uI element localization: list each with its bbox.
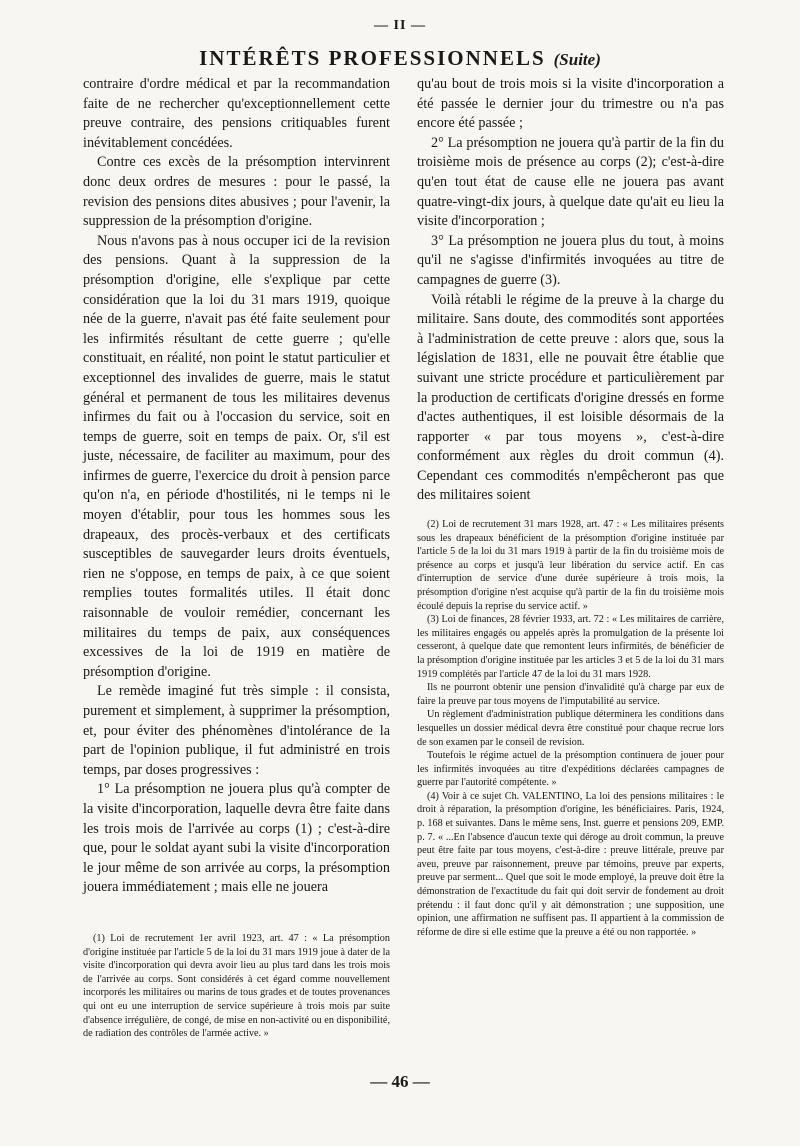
footnote-3-continued-b: Un règlement d'administration publique déterminera les conditions dans lesquelles un dossier médical devra être constitué pour chaque recrue lors de son examen par le conseil de revision.: [417, 709, 724, 748]
right-column: [417, 75, 724, 506]
footnotes-left: [83, 932, 390, 1041]
section-title-suite: (Suite): [553, 50, 601, 69]
footnote-3-continued-a: Ils ne pourront obtenir une pension d'invalidité qu'à charge par eux de faire la preuve par tous moyens de l'imputabilité au service.: [417, 682, 724, 707]
right-paragraph-3: 3° La présomption ne jouera plus du tout, à moins qu'il ne s'agisse d'infirmités invoquées au titre de campagnes de guerre (3).: [417, 232, 724, 288]
footnote-3-continued-c: Toutefois le régime actuel de la présomption continuera de jouer pour les infirmités invoquées au titre d'expéditions déclarées campagnes de guerre par l'autorité compétente. »: [417, 750, 724, 789]
page-roman-number: — II —: [374, 18, 426, 33]
section-title-text: INTÉRÊTS PROFESSIONNELS: [199, 46, 546, 70]
right-paragraph-1: qu'au bout de trois mois si la visite d'incorporation a été passée le dernier jour du trimestre ou n'a pas encore été passée ;: [417, 76, 724, 132]
footnote-1: (1) Loi de recrutement 1er avril 1923, art. 47 : « La présomption d'origine instituée par l'article 5 de la loi du 31 mars 1919 joue à dater de la visite d'incorporation qui devra avoir lieu au plus tard dans les trois mois de l'arrivée au corps. Sont considérés à cet égard comme nouvellement incorporés les militaires ou marins de tous grades et de toutes provenances qui ont eu une interruption de service supérieure à trois mois par suite d'absence irrégulière, de congé, de mise en non-activité ou en disponibilité, de radiation des contrôles de l'armée active. »: [83, 933, 390, 1040]
left-paragraph-2: Contre ces excès de la présomption intervinrent donc deux ordres de mesures : pour le passé, la revision des pensions dites abusives ; pour l'avenir, la suppression de la présomption d'origine.: [83, 154, 390, 230]
footnotes-right: [417, 518, 724, 939]
footnote-3: (3) Loi de finances, 28 février 1933, art. 72 : « Les militaires de carrière, les militaires engagés ou appelés après la promulgation de la présente loi cesseront, à quelque date que remontent leurs infirmités, de bénéficier de la présomption d'origine instituée par les articles 3 et 5 de la loi du 31 mars 1919 complétés par l'article 47 de la loi du 31 mars 1928.: [417, 614, 724, 680]
left-paragraph-1: contraire d'ordre médical et par la recommandation faite de ne rechercher qu'exceptionnellement cette preuve contraire, des pensions critiquables furent inévitablement concédées.: [83, 76, 390, 151]
left-paragraph-3: Nous n'avons pas à nous occuper ici de la revision des pensions. Quant à la suppression de la présomption d'origine, elle s'explique par cette considération que la loi du 31 mars 1919, quoique née de la guerre, n'avait pas été faite seulement pour les infirmités résultant de cette guerre ; qu'elle constituait, en réalité, non point le statut particulier et exceptionnel des invalides de guerre, mais le statut général et permanent de tous les militaires devenus infirmes du fait ou à l'occasion du service, soit en temps de guerre, soit en temps de paix. Or, s'il est juste, nécessaire, de faciliter au maximum, pour des infirmes de guerre, l'exercice du droit à pension parce qu'on n'a, en période d'hostilités, ni le temps ni le moyen d'établir, pour tous les hommes sous les drapeaux, des procès-verbaux et des certificats susceptibles de sauvegarder leurs droits éventuels, rien ne s'oppose, en temps de paix, à ce que soient remplies toutes formalités utiles. Il était donc raisonnable de vouloir remédier, concernant les militaires du temps de paix, aux conséquences excessives de la loi de 1919 en matière de présomption d'origine.: [83, 232, 390, 680]
left-column: [83, 75, 390, 898]
footnote-4: (4) Voir à ce sujet Ch. VALENTINO, La loi des pensions militaires : le droit à réparation, la présomption d'origine, les bénéficiaires. Paris, 1924, p. 168 et suivantes. Dans le même sens, Inst. guerre et pensions 209, EMP. p. 7. « ...En l'absence d'aucun texte qui déroge au droit commun, la preuve peut être faite par tous moyens, c'est-à-dire : preuve littérale, preuve par aveu, preuve par raisonnement, preuve par témoins, preuve par experts, preuve par serment... Quel que soit le mode employé, la preuve doit être la démonstration de l'exactitude du fait qui doit servir de fondement au droit prétendu : il faut donc qu'il y ait démonstration ; une supposition, une opinion, une affirmation ne suffisent pas. Il appartient à la commission de réforme de dire si elle estime que la preuve a été ou non rapportée. »: [417, 790, 724, 938]
right-paragraph-4: Voilà rétabli le régime de la preuve à la charge du militaire. Sans doute, des commodités sont apportées à l'administration de cette preuve : alors que, sous la législation de 1831, elle ne pouvait être établie que suivant une stricte procédure et particulièrement par la production de certificats d'origine dressés en forme d'actes authentiques, il est loisible désormais de la rapporter « par tous moyens », c'est-à-dire conformément aux règles du droit commun (4). Cependant ces commodités n'empêcheront pas que des militaires soient: [417, 291, 724, 504]
left-paragraph-4: Le remède imaginé fut très simple : il consista, purement et simplement, à supprimer la présomption, et, pour éviter des phénomènes d'intolérance de la part de l'opinion publique, il fut administré en trois temps, par doses progressives :: [83, 683, 390, 778]
footnote-2: (2) Loi de recrutement 31 mars 1928, art. 47 : « Les militaires présents sous les drapeaux bénéficient de la présomption d'origine instituée par l'article 5 de la loi du 31 mars 1919 à partir de la fin du troisième mois de présence au corps et jusqu'à leur libération du service actif. En cas d'interruption de service d'une durée supérieure à trois mois, la présomption d'origine n'est acquise qu'à partir de la fin du troisième mois écoulé depuis la reprise du service actif. »: [417, 519, 724, 612]
section-title: [0, 46, 800, 71]
left-paragraph-5: 1° La présomption ne jouera plus qu'à compter de la visite d'incorporation, laquelle devra être faite dans les trois mois de l'arrivée au corps (1) ; c'est-à-dire que, pour le soldat ayant subi la visite d'incorporation le jour même de son arrivée au corps, la présomption jouera immédiatement ; mais elle ne jouera: [83, 781, 390, 896]
page-number: — 46 —: [370, 1072, 430, 1091]
right-paragraph-2: 2° La présomption ne jouera qu'à partir de la fin du troisième mois de présence au corps (2); c'est-à-dire qu'en tout état de cause elle ne jouera pas avant quatre-vingt-dix jours, à quelque date qu'ait eu lieu la visite d'incorporation ;: [417, 134, 724, 230]
